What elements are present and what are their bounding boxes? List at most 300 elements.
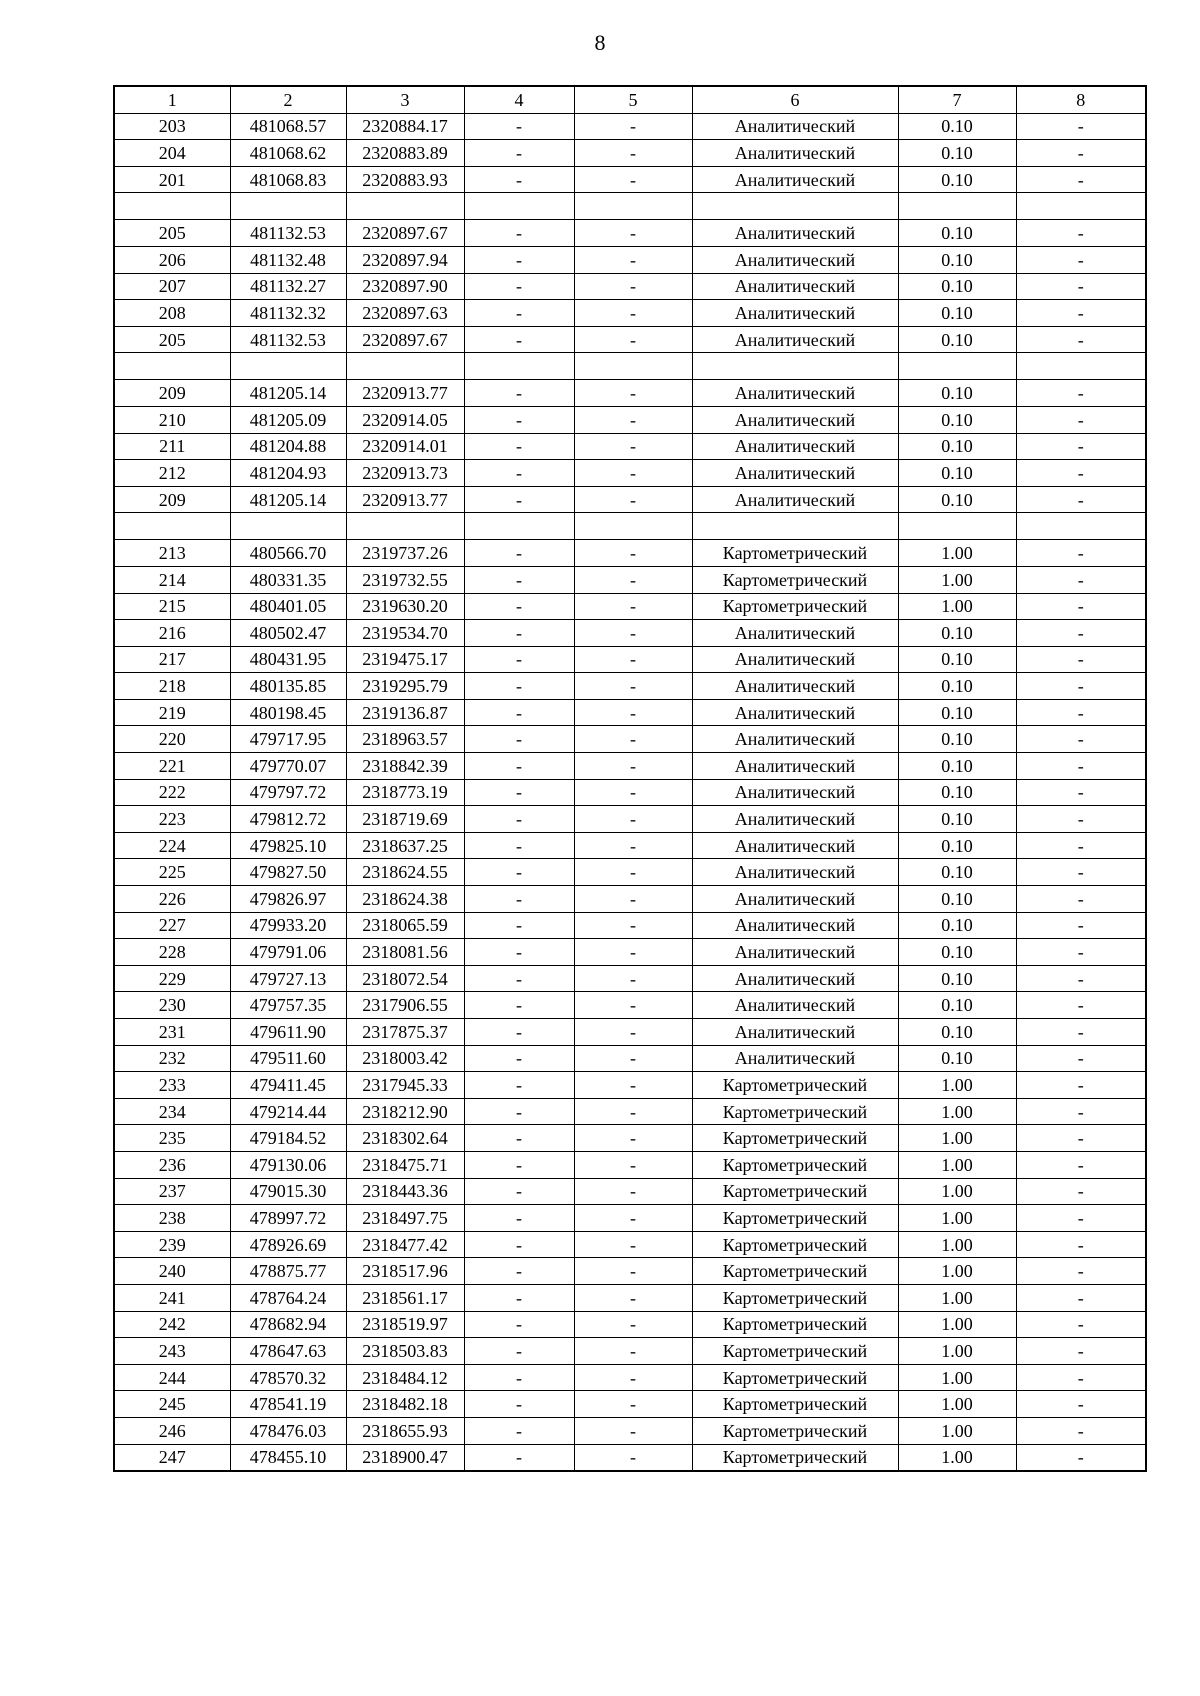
table-cell: -: [574, 779, 692, 806]
table-cell: 1.00: [898, 1258, 1016, 1285]
table-row: [114, 486, 1146, 513]
table-cell: 0.10: [898, 912, 1016, 939]
table-cell: 0.10: [898, 620, 1016, 647]
table-cell: Картометрический: [692, 1258, 898, 1285]
table-cell: 2319732.55: [346, 566, 464, 593]
table-cell: Картометрический: [692, 1178, 898, 1205]
table-cell: 206: [114, 246, 230, 273]
table-cell: -: [574, 1205, 692, 1232]
table-cell: 479727.13: [230, 965, 346, 992]
table-cell: [464, 513, 574, 540]
table-cell: -: [464, 726, 574, 753]
table-cell: 0.10: [898, 300, 1016, 327]
table-cell: Аналитический: [692, 1045, 898, 1072]
table-cell: [230, 353, 346, 380]
table-cell: -: [574, 753, 692, 780]
table-cell: 2318081.56: [346, 939, 464, 966]
table-cell: -: [1016, 886, 1146, 913]
table-cell: Картометрический: [692, 1072, 898, 1099]
table-cell: Аналитический: [692, 406, 898, 433]
table-cell: 1.00: [898, 1391, 1016, 1418]
table-cell: -: [574, 1072, 692, 1099]
table-row: [114, 1072, 1146, 1099]
table-cell: 216: [114, 620, 230, 647]
table-cell: -: [574, 806, 692, 833]
table-cell: 0.10: [898, 806, 1016, 833]
table-cell: 480431.95: [230, 646, 346, 673]
table-cell: 480502.47: [230, 620, 346, 647]
table-cell: 2318003.42: [346, 1045, 464, 1072]
table-cell: 0.10: [898, 380, 1016, 407]
table-cell: 2318561.17: [346, 1284, 464, 1311]
table-cell: 1.00: [898, 1364, 1016, 1391]
table-cell: -: [1016, 1417, 1146, 1444]
table-cell: -: [464, 433, 574, 460]
table-cell: -: [574, 566, 692, 593]
table-cell: 481132.53: [230, 326, 346, 353]
table-cell: Картометрический: [692, 1444, 898, 1471]
table-cell: Аналитический: [692, 779, 898, 806]
table-cell: 218: [114, 673, 230, 700]
table-cell: 231: [114, 1019, 230, 1046]
table-row: [114, 406, 1146, 433]
table-cell: -: [464, 566, 574, 593]
table-row: [114, 1205, 1146, 1232]
table-cell: [464, 193, 574, 220]
table-cell: 2320883.93: [346, 166, 464, 193]
table-row: [114, 1391, 1146, 1418]
table-cell: -: [1016, 1444, 1146, 1471]
table-cell: 1.00: [898, 566, 1016, 593]
page-number: 8: [594, 30, 606, 55]
table-cell: -: [574, 326, 692, 353]
table-cell: Аналитический: [692, 300, 898, 327]
table-cell: 1.00: [898, 1072, 1016, 1099]
table-cell: -: [574, 1019, 692, 1046]
table-cell: -: [574, 433, 692, 460]
table-cell: 2318655.93: [346, 1417, 464, 1444]
table-cell: -: [1016, 1151, 1146, 1178]
table-cell: Аналитический: [692, 753, 898, 780]
table-cell: -: [574, 726, 692, 753]
table-cell: 480331.35: [230, 566, 346, 593]
table-cell: Аналитический: [692, 166, 898, 193]
table-cell: -: [1016, 939, 1146, 966]
table-cell: 2318773.19: [346, 779, 464, 806]
table-row: [114, 646, 1146, 673]
column-header: 3: [346, 86, 464, 113]
table-cell: -: [574, 1098, 692, 1125]
table-cell: -: [1016, 113, 1146, 140]
table-cell: -: [574, 406, 692, 433]
table-cell: 228: [114, 939, 230, 966]
table-cell: 227: [114, 912, 230, 939]
table-cell: -: [1016, 620, 1146, 647]
table-cell: Картометрический: [692, 1311, 898, 1338]
table-row: [114, 1178, 1146, 1205]
table-cell: -: [574, 113, 692, 140]
table-cell: 2320897.90: [346, 273, 464, 300]
table-cell: 2318072.54: [346, 965, 464, 992]
table-row: [114, 593, 1146, 620]
table-cell: 237: [114, 1178, 230, 1205]
table-cell: 246: [114, 1417, 230, 1444]
table-cell: 2318484.12: [346, 1364, 464, 1391]
table-cell: 205: [114, 326, 230, 353]
table-cell: 478647.63: [230, 1338, 346, 1365]
table-cell: -: [464, 1205, 574, 1232]
table-cell: 230: [114, 992, 230, 1019]
table-cell: -: [1016, 806, 1146, 833]
table-cell: -: [574, 140, 692, 167]
table-cell: -: [1016, 460, 1146, 487]
header-row: [114, 86, 1146, 113]
table-cell: [114, 193, 230, 220]
table-cell: 478682.94: [230, 1311, 346, 1338]
table-cell: 221: [114, 753, 230, 780]
table-cell: 0.10: [898, 673, 1016, 700]
table-cell: -: [464, 1045, 574, 1072]
table-cell: Аналитический: [692, 433, 898, 460]
table-cell: -: [464, 1338, 574, 1365]
table-cell: -: [464, 166, 574, 193]
table-cell: 478997.72: [230, 1205, 346, 1232]
table-cell: 1.00: [898, 1205, 1016, 1232]
table-row: [114, 1444, 1146, 1471]
table-cell: -: [574, 912, 692, 939]
table-cell: 241: [114, 1284, 230, 1311]
table-cell: [898, 193, 1016, 220]
table-cell: 0.10: [898, 460, 1016, 487]
table-cell: -: [1016, 566, 1146, 593]
table-cell: 239: [114, 1231, 230, 1258]
table-cell: -: [574, 380, 692, 407]
coordinates-table: [113, 85, 1147, 1472]
table-cell: -: [574, 699, 692, 726]
table-body: [114, 113, 1146, 1471]
table-cell: -: [1016, 912, 1146, 939]
table-cell: -: [464, 1444, 574, 1471]
table-cell: 235: [114, 1125, 230, 1152]
table-cell: 2320913.73: [346, 460, 464, 487]
table-cell: 479757.35: [230, 992, 346, 1019]
table-cell: -: [574, 1151, 692, 1178]
table-cell: -: [1016, 540, 1146, 567]
table-cell: -: [574, 1417, 692, 1444]
table-cell: -: [1016, 965, 1146, 992]
table-cell: -: [574, 859, 692, 886]
table-cell: [898, 353, 1016, 380]
table-cell: -: [574, 1444, 692, 1471]
table-cell: 210: [114, 406, 230, 433]
table-cell: 481205.14: [230, 486, 346, 513]
table-cell: 2320897.67: [346, 326, 464, 353]
table-row: [114, 300, 1146, 327]
table-cell: -: [464, 965, 574, 992]
table-cell: 481068.57: [230, 113, 346, 140]
table-cell: -: [574, 300, 692, 327]
table-cell: [574, 353, 692, 380]
table-row: [114, 806, 1146, 833]
table-cell: -: [574, 593, 692, 620]
table-cell: 213: [114, 540, 230, 567]
table-cell: [1016, 513, 1146, 540]
table-row: [114, 1364, 1146, 1391]
table-cell: 2318517.96: [346, 1258, 464, 1285]
table-cell: 232: [114, 1045, 230, 1072]
table-cell: 234: [114, 1098, 230, 1125]
table-cell: -: [464, 1391, 574, 1418]
table-cell: 479015.30: [230, 1178, 346, 1205]
table-row: [114, 166, 1146, 193]
table-row: [114, 1231, 1146, 1258]
table-cell: [1016, 193, 1146, 220]
table-cell: 203: [114, 113, 230, 140]
table-cell: -: [1016, 1125, 1146, 1152]
table-cell: -: [1016, 1072, 1146, 1099]
table-cell: -: [1016, 992, 1146, 1019]
table-cell: 0.10: [898, 433, 1016, 460]
table-cell: 1.00: [898, 1311, 1016, 1338]
table-cell: 2318475.71: [346, 1151, 464, 1178]
table-cell: Аналитический: [692, 859, 898, 886]
table-cell: -: [1016, 433, 1146, 460]
table-cell: 2318443.36: [346, 1178, 464, 1205]
table-cell: Аналитический: [692, 326, 898, 353]
table-cell: 240: [114, 1258, 230, 1285]
table-cell: -: [574, 246, 692, 273]
table-cell: 2320897.67: [346, 220, 464, 247]
table-cell: 204: [114, 140, 230, 167]
table-cell: 1.00: [898, 1417, 1016, 1444]
table-cell: 0.10: [898, 1045, 1016, 1072]
table-cell: 2319295.79: [346, 673, 464, 700]
table-cell: 480135.85: [230, 673, 346, 700]
table-cell: 219: [114, 699, 230, 726]
table-cell: 481132.32: [230, 300, 346, 327]
table-cell: 247: [114, 1444, 230, 1471]
table-cell: 479717.95: [230, 726, 346, 753]
table-row: [114, 273, 1146, 300]
table-cell: -: [1016, 1045, 1146, 1072]
table-cell: 0.10: [898, 1019, 1016, 1046]
table-cell: -: [1016, 779, 1146, 806]
table-cell: 1.00: [898, 540, 1016, 567]
table-cell: Аналитический: [692, 726, 898, 753]
table-cell: -: [464, 806, 574, 833]
table-cell: 2317906.55: [346, 992, 464, 1019]
table-cell: 2318477.42: [346, 1231, 464, 1258]
table-cell: 2318497.75: [346, 1205, 464, 1232]
table-cell: -: [574, 486, 692, 513]
column-header: 6: [692, 86, 898, 113]
table-cell: Аналитический: [692, 992, 898, 1019]
table-cell: 2318519.97: [346, 1311, 464, 1338]
column-header: 7: [898, 86, 1016, 113]
table-cell: Картометрический: [692, 1417, 898, 1444]
table-cell: -: [464, 1151, 574, 1178]
column-header: 5: [574, 86, 692, 113]
table-row: [114, 939, 1146, 966]
table-cell: 2318503.83: [346, 1338, 464, 1365]
table-cell: Аналитический: [692, 699, 898, 726]
table-cell: -: [464, 300, 574, 327]
table-cell: 211: [114, 433, 230, 460]
table-cell: 201: [114, 166, 230, 193]
table-cell: Картометрический: [692, 540, 898, 567]
table-cell: -: [574, 832, 692, 859]
table-cell: -: [464, 992, 574, 1019]
table-cell: Картометрический: [692, 1364, 898, 1391]
table-row: [114, 1417, 1146, 1444]
table-cell: 481132.48: [230, 246, 346, 273]
table-cell: 479770.07: [230, 753, 346, 780]
table-cell: 481132.53: [230, 220, 346, 247]
separator-row: [114, 193, 1146, 220]
table-cell: 224: [114, 832, 230, 859]
table-cell: Аналитический: [692, 113, 898, 140]
table-cell: Аналитический: [692, 646, 898, 673]
table-cell: -: [1016, 1364, 1146, 1391]
table-row: [114, 1098, 1146, 1125]
table-cell: -: [464, 939, 574, 966]
table-row: [114, 1258, 1146, 1285]
table-cell: -: [574, 646, 692, 673]
table-cell: -: [574, 273, 692, 300]
table-cell: Картометрический: [692, 1231, 898, 1258]
table-cell: 0.10: [898, 326, 1016, 353]
table-cell: -: [464, 460, 574, 487]
table-cell: -: [1016, 1391, 1146, 1418]
table-row: [114, 326, 1146, 353]
table-cell: -: [464, 1072, 574, 1099]
table-cell: 479812.72: [230, 806, 346, 833]
table-cell: Аналитический: [692, 380, 898, 407]
table-cell: 2318842.39: [346, 753, 464, 780]
table-cell: [574, 513, 692, 540]
table-row: [114, 380, 1146, 407]
table-cell: -: [464, 699, 574, 726]
table-cell: [898, 513, 1016, 540]
table-cell: 0.10: [898, 113, 1016, 140]
table-cell: 2318637.25: [346, 832, 464, 859]
table-cell: -: [464, 1417, 574, 1444]
table-cell: 0.10: [898, 939, 1016, 966]
table-cell: -: [464, 113, 574, 140]
table-cell: 0.10: [898, 646, 1016, 673]
table-cell: -: [574, 540, 692, 567]
table-cell: 0.10: [898, 220, 1016, 247]
table-cell: Аналитический: [692, 140, 898, 167]
table-cell: -: [1016, 753, 1146, 780]
table-row: [114, 460, 1146, 487]
table-row: [114, 113, 1146, 140]
table-row: [114, 566, 1146, 593]
table-cell: 2320897.94: [346, 246, 464, 273]
table-cell: -: [464, 832, 574, 859]
table-cell: -: [1016, 1284, 1146, 1311]
table-cell: Аналитический: [692, 246, 898, 273]
table-cell: Картометрический: [692, 1284, 898, 1311]
table-cell: -: [574, 939, 692, 966]
table-cell: 0.10: [898, 246, 1016, 273]
table-cell: Картометрический: [692, 1391, 898, 1418]
table-cell: 222: [114, 779, 230, 806]
table-cell: [464, 353, 574, 380]
table-cell: -: [464, 1364, 574, 1391]
table-cell: 2318963.57: [346, 726, 464, 753]
table-cell: [230, 513, 346, 540]
table-cell: -: [464, 753, 574, 780]
table-cell: -: [574, 886, 692, 913]
table-cell: -: [1016, 1338, 1146, 1365]
table-cell: 2318065.59: [346, 912, 464, 939]
table-cell: -: [1016, 220, 1146, 247]
table-cell: 479933.20: [230, 912, 346, 939]
table-cell: -: [464, 1311, 574, 1338]
table-cell: 1.00: [898, 1338, 1016, 1365]
table-cell: -: [574, 1125, 692, 1152]
table-cell: -: [1016, 1231, 1146, 1258]
table-cell: Аналитический: [692, 1019, 898, 1046]
table-cell: -: [574, 1231, 692, 1258]
table-cell: [692, 193, 898, 220]
table-cell: 481205.14: [230, 380, 346, 407]
table-cell: -: [574, 1311, 692, 1338]
table-cell: 2319630.20: [346, 593, 464, 620]
column-header: 1: [114, 86, 230, 113]
table-cell: 229: [114, 965, 230, 992]
table-cell: 209: [114, 486, 230, 513]
table-cell: [114, 513, 230, 540]
table-cell: -: [464, 220, 574, 247]
table-cell: -: [574, 460, 692, 487]
table-cell: -: [464, 620, 574, 647]
table-cell: -: [1016, 1311, 1146, 1338]
separator-row: [114, 513, 1146, 540]
column-header: 8: [1016, 86, 1146, 113]
table-cell: 479826.97: [230, 886, 346, 913]
table-cell: 2320914.01: [346, 433, 464, 460]
table-cell: 481204.88: [230, 433, 346, 460]
table-cell: 214: [114, 566, 230, 593]
table-cell: 481068.62: [230, 140, 346, 167]
table-cell: 0.10: [898, 486, 1016, 513]
table-cell: 2320897.63: [346, 300, 464, 327]
table-row: [114, 246, 1146, 273]
table-cell: 2318900.47: [346, 1444, 464, 1471]
table-cell: -: [1016, 406, 1146, 433]
table-cell: 2318212.90: [346, 1098, 464, 1125]
table-cell: -: [464, 406, 574, 433]
table-cell: Аналитический: [692, 806, 898, 833]
table-cell: -: [464, 859, 574, 886]
table-cell: 2319534.70: [346, 620, 464, 647]
table-row: [114, 992, 1146, 1019]
table-row: [114, 1338, 1146, 1365]
table-cell: 1.00: [898, 1178, 1016, 1205]
table-cell: -: [1016, 593, 1146, 620]
separator-row: [114, 353, 1146, 380]
table-cell: -: [1016, 300, 1146, 327]
table-cell: 226: [114, 886, 230, 913]
table-cell: -: [1016, 273, 1146, 300]
table-cell: 481204.93: [230, 460, 346, 487]
column-header: 4: [464, 86, 574, 113]
table-row: [114, 1045, 1146, 1072]
table-cell: -: [1016, 486, 1146, 513]
table-row: [114, 859, 1146, 886]
